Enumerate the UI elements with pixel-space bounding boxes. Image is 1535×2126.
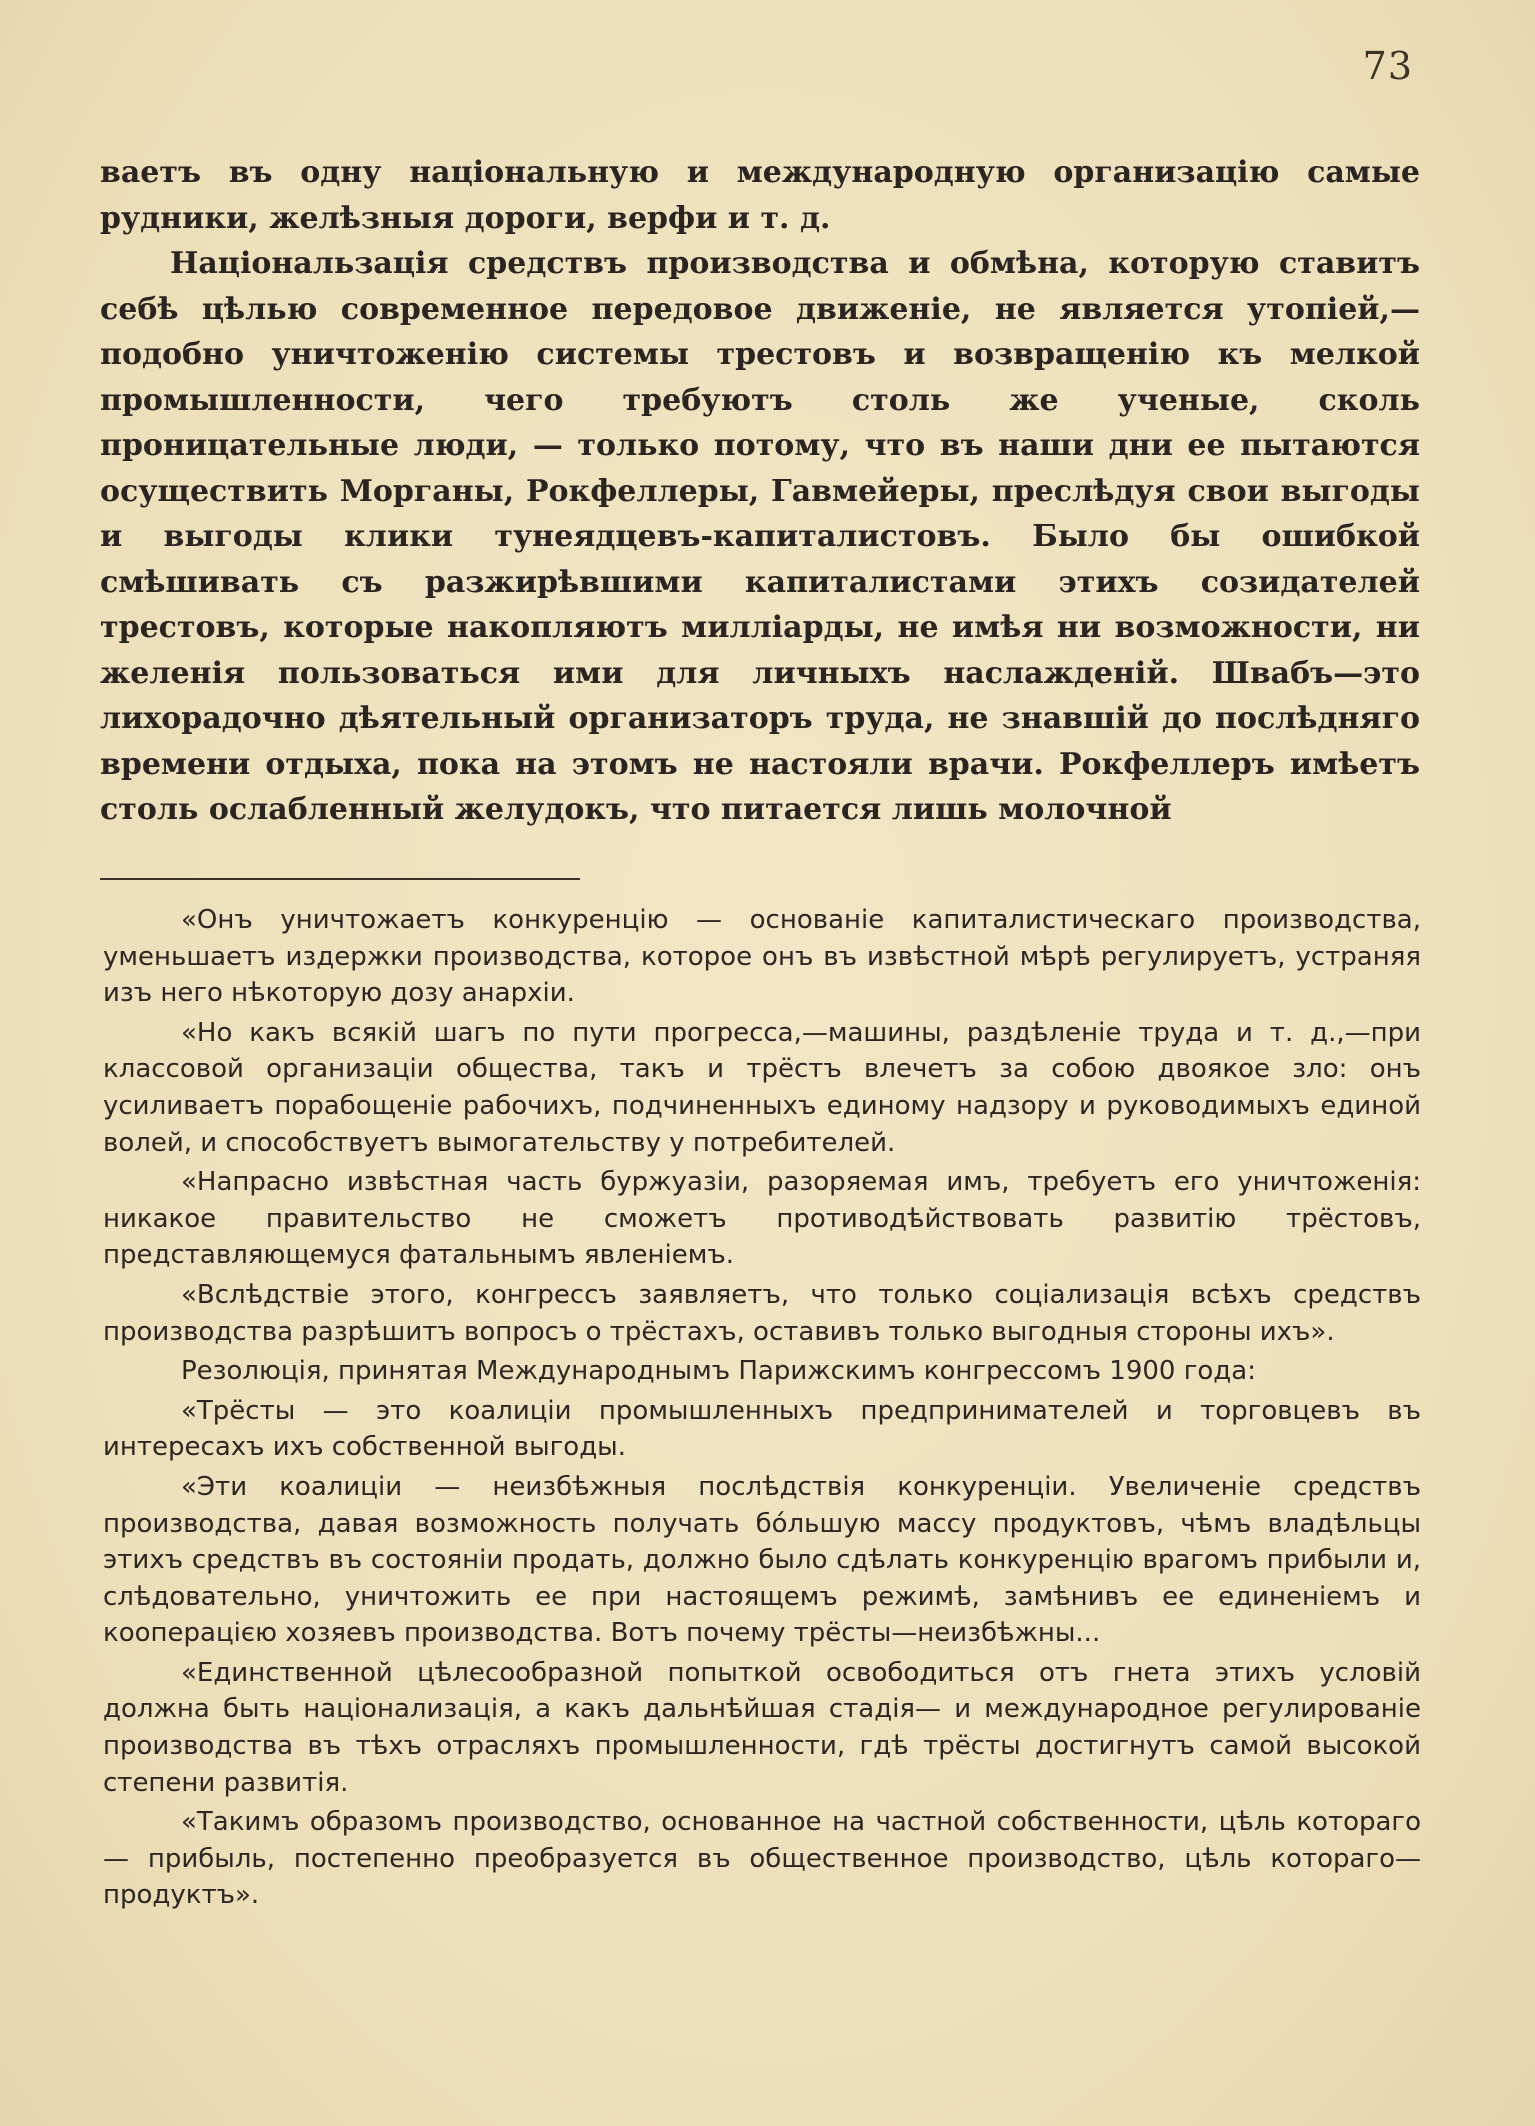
footnote-block	[103, 902, 1421, 1917]
main-text-block	[100, 150, 1420, 833]
page-number: 73	[1362, 44, 1413, 88]
footnote-paragraph: «Трёсты — это коалиціи промышленныхъ предпринимателей и торговцевъ въ интересахъ ихъ собственной выгоды.	[103, 1395, 1421, 1463]
footnote-paragraph: «Вслѣдствіе этого, конгрессъ заявляетъ, что только соціализація всѣхъ средствъ производства разрѣшитъ вопросъ о трёстахъ, оставивъ только выгодныя стороны ихъ».	[103, 1279, 1421, 1347]
footnote-paragraph: «Онъ уничтожаетъ конкуренцію — основаніе капиталистическаго производства, уменьшаетъ издержки производства, которое онъ въ извѣстной мѣрѣ регулируетъ, устраняя изъ него нѣкоторую дозу анархіи.	[103, 905, 1421, 1009]
body-paragraph-continuation: ваетъ въ одну національную и международную организацію самые рудники, желѣзныя дороги, верфи и т. д.	[100, 155, 1420, 236]
footnote-paragraph: «Такимъ образомъ производство, основанное на частной собственности, цѣль котораго — прибыль, постепенно преобразуется въ общественное производство, цѣль котораго—продуктъ».	[103, 1807, 1421, 1911]
body-paragraph: Національзація средствъ производства и обмѣна, которую ставитъ себѣ цѣлью современное передовое движеніе, не является утопіей,— подобно уничтоженію системы трестовъ и возвращенію къ мелкой промышленности, чего требуютъ столь же ученые, сколь проницательные люди, — только потому, что въ наши дни ее пытаются осуществить Морганы, Рокфеллеры, Гавмейеры, преслѣдуя свои выгоды и выгоды клики тунеядцевъ-капиталистовъ. Было бы ошибкой смѣшивать съ разжирѣвшими капиталистами этихъ созидателей трестовъ, которые накопляютъ милліарды, не имѣя ни возможности, ни желенія пользоваться ими для личныхъ наслажденій. Швабъ—это лихорадочно дѣятельный организаторъ труда, не знавшій до послѣдняго времени отдыха, пока на этомъ не настояли врачи. Рокфеллеръ имѣетъ столь ослабленный желудокъ, что питается лишь молочной	[100, 246, 1420, 827]
footnote-paragraph: «Напрасно извѣстная часть буржуазіи, разоряемая имъ, требуетъ его уничтоженія: никакое правительство не сможетъ противодѣйствовать развитію трёстовъ, представляющемуся фатальнымъ явленіемъ.	[103, 1167, 1421, 1271]
footnote-paragraph: «Единственной цѣлесообразной попыткой освободиться отъ гнета этихъ условій должна быть націонализація, а какъ дальнѣйшая стадія— и международное регулированіе производства въ тѣхъ отрасляхъ промышленности, гдѣ трёсты достигнутъ самой высокой степени развитія.	[103, 1657, 1421, 1798]
footnote-paragraph: «Эти коалиціи — неизбѣжныя послѣдствія конкуренціи. Увеличеніе средствъ производства, давая возможность получать бóльшую массу продуктовъ, чѣмъ владѣльцы этихъ средствъ въ состояніи продать, должно было сдѣлать конкуренцію врагомъ прибыли и, слѣдовательно, уничтожить ее при настоящемъ режимѣ, замѣнивъ ее единеніемъ и кооперацією хозяевъ производства. Вотъ почему трёсты—неизбѣжны...	[103, 1471, 1421, 1649]
footnote-paragraph: Резолюція, принятая Международнымъ Парижскимъ конгрессомъ 1900 года:	[181, 1356, 1256, 1387]
footnote-divider	[100, 878, 580, 880]
footnote-paragraph: «Но какъ всякій шагъ по пути прогресса,—машины, раздѣленіе труда и т. д.,—при классовой организаціи общества, такъ и трёстъ влечетъ за собою двоякое зло: онъ усиливаетъ порабощеніе рабочихъ, подчиненныхъ единому надзору и руководимыхъ единой волей, и способствуетъ вымогательству у потребителей.	[103, 1017, 1421, 1158]
